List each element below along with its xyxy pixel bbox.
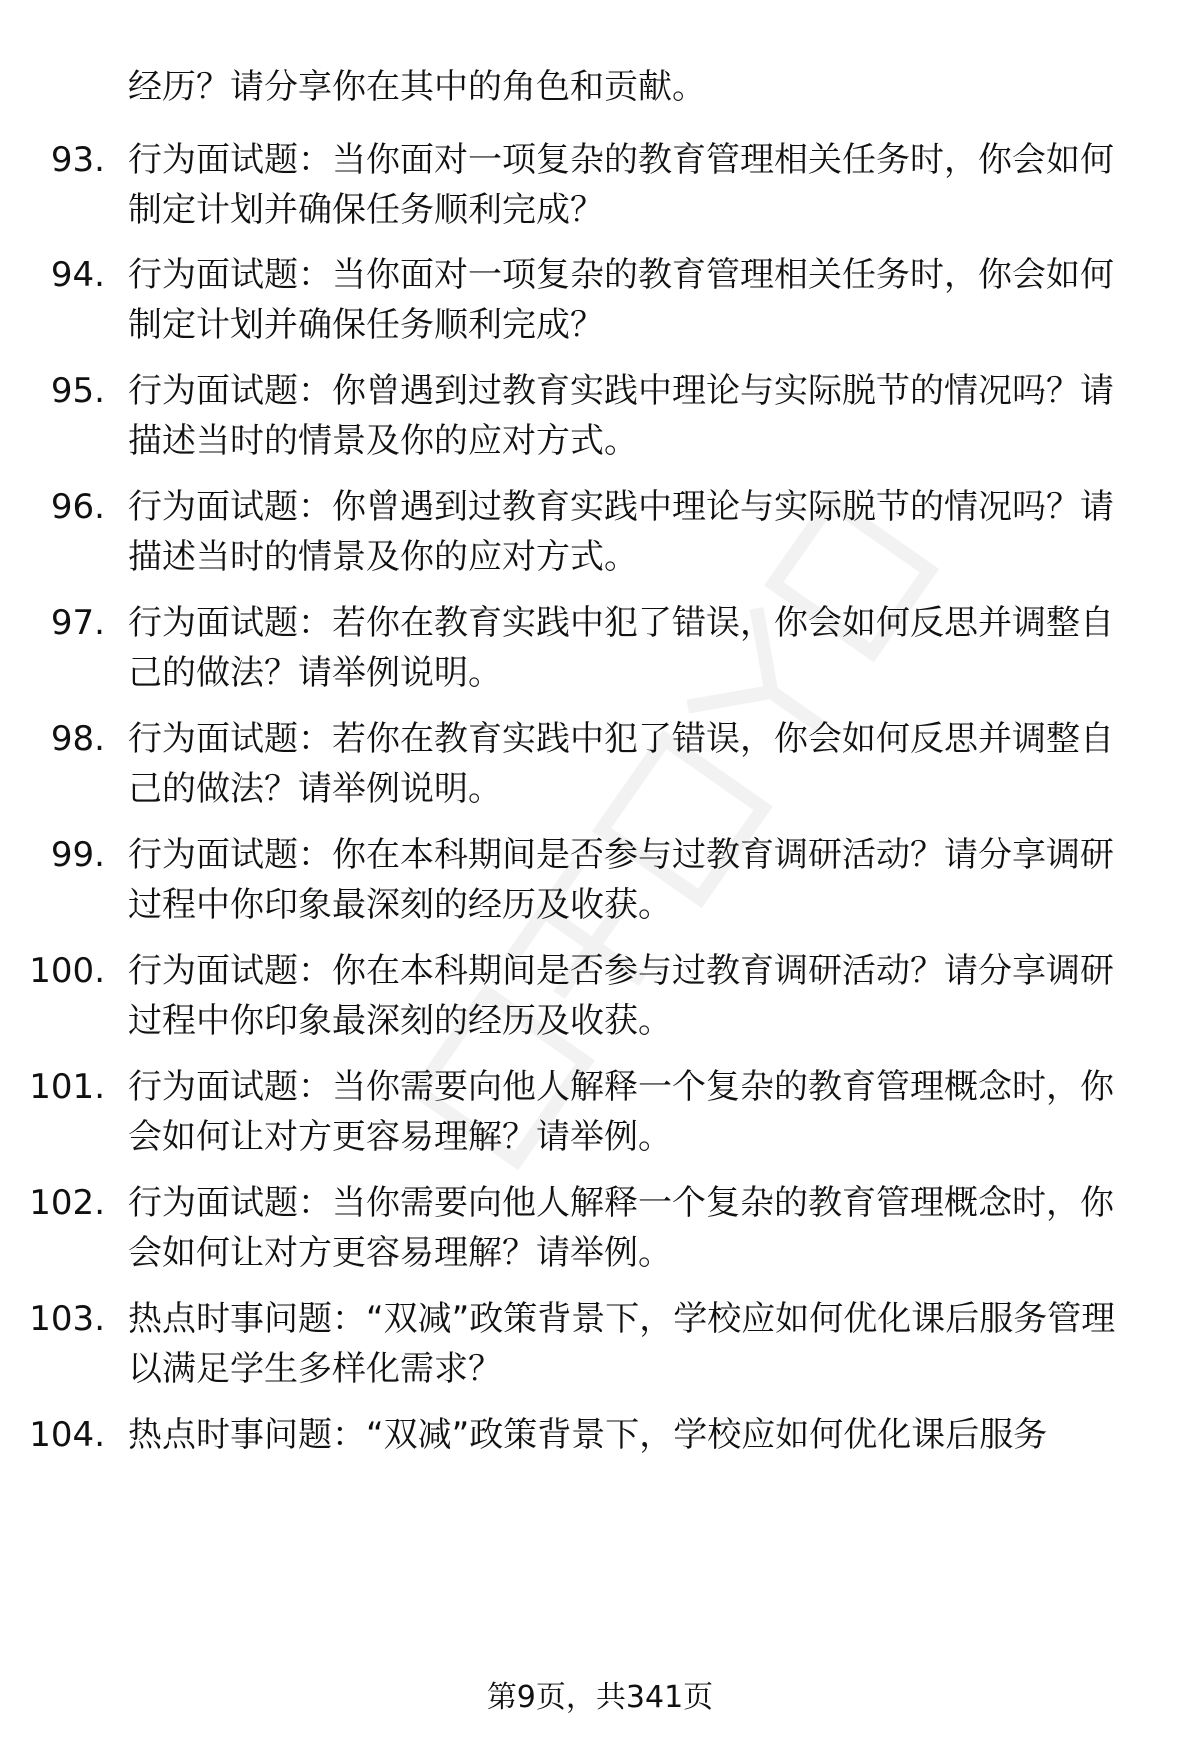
question-number: 93. xyxy=(50,140,105,180)
question-item xyxy=(0,366,1200,466)
question-text: 行为面试题：你在本科期间是否参与过教育调研活动？请分享调研过程中你印象最深刻的经历及收获。 xyxy=(128,951,1114,1041)
question-text: 行为面试题：当你面对一项复杂的教育管理相关任务时，你会如何制定计划并确保任务顺利完成？ xyxy=(128,255,1114,345)
page-footer: 第9页，共341页 xyxy=(486,1680,714,1715)
question-item xyxy=(0,250,1200,350)
question-text: 行为面试题：当你需要向他人解释一个复杂的教育管理概念时，你会如何让对方更容易理解？请举例。 xyxy=(128,1183,1114,1273)
question-text: 行为面试题：你曾遇到过教育实践中理论与实际脱节的情况吗？请描述当时的情景及你的应对方式。 xyxy=(128,487,1114,577)
question-number: 96. xyxy=(50,487,105,527)
question-number: 103. xyxy=(29,1299,105,1339)
question-text: 行为面试题：若你在教育实践中犯了错误，你会如何反思并调整自己的做法？请举例说明。 xyxy=(128,603,1114,693)
question-text: 行为面试题：你在本科期间是否参与过教育调研活动？请分享调研过程中你印象最深刻的经历及收获。 xyxy=(128,835,1114,925)
question-item xyxy=(0,1410,1200,1510)
question-text: 行为面试题：若你在教育实践中犯了错误，你会如何反思并调整自己的做法？请举例说明。 xyxy=(128,719,1114,809)
question-item xyxy=(0,1178,1200,1278)
question-item xyxy=(0,1294,1200,1394)
question-number: 102. xyxy=(29,1183,105,1223)
question-number: 98. xyxy=(50,719,105,759)
question-text: 行为面试题：当你需要向他人解释一个复杂的教育管理概念时，你会如何让对方更容易理解？请举例。 xyxy=(128,1067,1114,1157)
question-item xyxy=(0,946,1200,1046)
continuation-text: 经历？请分享你在其中的角色和贡献。 xyxy=(128,67,706,107)
question-text: 热点时事问题：“双减”政策背景下，学校应如何优化课后服务 xyxy=(128,1415,1048,1455)
question-number: 97. xyxy=(50,603,105,643)
question-number: 95. xyxy=(50,371,105,411)
question-text: 行为面试题：你曾遇到过教育实践中理论与实际脱节的情况吗？请描述当时的情景及你的应对方式。 xyxy=(128,371,1114,461)
question-item xyxy=(0,482,1200,582)
question-text: 热点时事问题：“双减”政策背景下，学校应如何优化课后服务管理以满足学生多样化需求？ xyxy=(128,1299,1116,1389)
question-item xyxy=(0,714,1200,814)
question-number: 104. xyxy=(29,1415,105,1455)
question-item xyxy=(0,1062,1200,1162)
question-number: 101. xyxy=(29,1067,105,1107)
question-number: 100. xyxy=(29,951,105,991)
question-text: 行为面试题：当你面对一项复杂的教育管理相关任务时，你会如何制定计划并确保任务顺利完成？ xyxy=(128,140,1114,230)
question-item xyxy=(0,598,1200,698)
question-number: 94. xyxy=(50,255,105,295)
question-number: 99. xyxy=(50,835,105,875)
question-item xyxy=(0,830,1200,930)
question-item xyxy=(0,135,1200,235)
